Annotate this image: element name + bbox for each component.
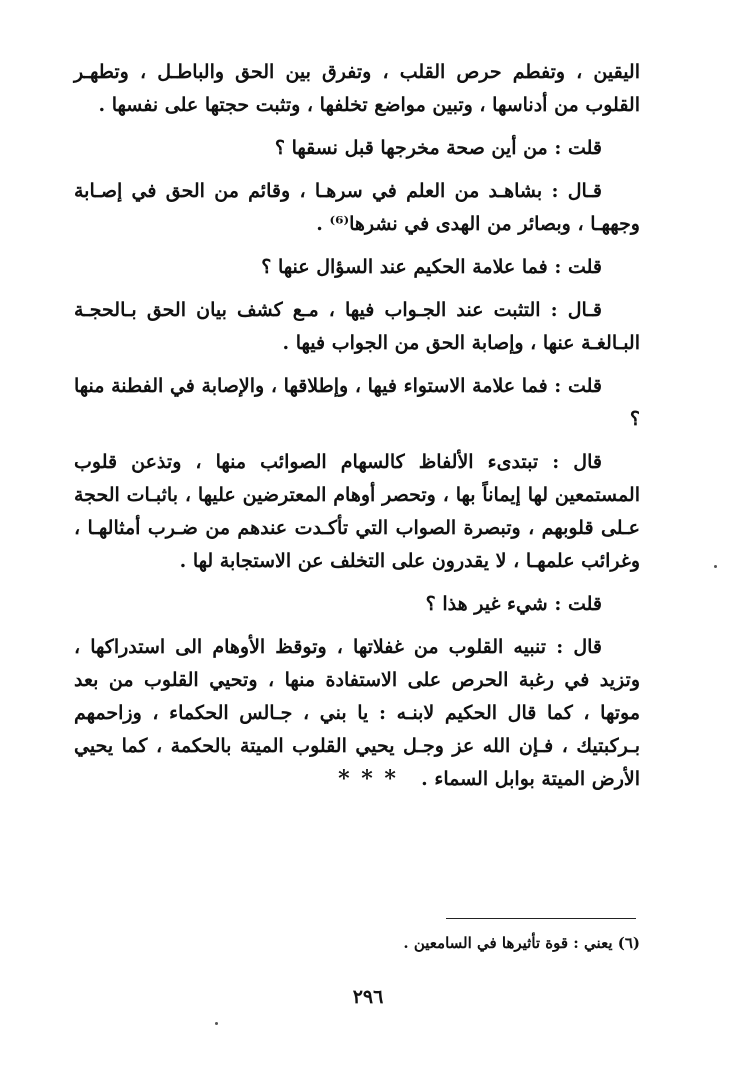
question-paragraph: قلت : فما علامة الحكيم عند السؤال عنها ؟ <box>261 256 602 278</box>
answer-paragraph: قال : تنبيه القلوب من غفلاتها ، وتوقظ الأوهام الى استدراكها ، وتزيد في رغبة الحرص على الاستفادة منها ، وتحيي القلوب من بعد موتها ، كما قال الحكيم لابنـه : يا بني ، جـالس الحكماء ، وزاحمهم بـركبتيك ، فـإن الله عز وجـل يحيي القلوب الميتة بالحكمة ، كما يحيي الأرض الميتة بوابل السماء . <box>74 636 640 790</box>
footnote-divider <box>446 918 636 919</box>
section-separator: * * * <box>338 766 398 792</box>
main-text-body <box>74 56 640 796</box>
answer-paragraph: قـال : بشاهـد من العلم في سرهـا ، وقائم من الحق في إصـابة وجههـا ، وبصائر من الهدى في نشرها⁽⁶⁾ . <box>74 180 640 235</box>
paragraph-continuation: اليقين ، وتفطم حرص القلب ، وتفرق بين الحق والباطـل ، وتطهـر القلوب من أدناسها ، وتبين مواضع تخلفها ، وتثبت حجتها على نفسها . <box>74 61 641 116</box>
question-paragraph: قلت : فما علامة الاستواء فيها ، وإطلاقها ، والإصابة في الفطنة منها ؟ <box>74 375 640 430</box>
scan-speck <box>714 565 717 568</box>
question-paragraph: قلت : شيء غير هذا ؟ <box>425 593 602 615</box>
footnote: (٦) يعني : قوة تأثيرها في السامعين . <box>403 934 640 952</box>
answer-paragraph: قال : تبتدىء الألفاظ كالسهام الصوائب منها ، وتذعن قلوب المستمعين لها إيماناً بها ، وتحصر أوهام المعترضين عليها ، باثبـات الحجة عـلى قلوبهم ، وتبصرة الصواب التي تأكـدت عندهم من ضـرب أمثالهـا ، وغرائب علمهـا ، لا يقدرون على التخلف عن الاستجابة لها . <box>74 451 640 572</box>
answer-paragraph: قـال : التثبت عند الجـواب فيها ، مـع كشف بيان الحق بـالحجـة البـالغـة عنها ، وإصابة الحق من الجواب فيها . <box>74 299 640 354</box>
page-number: ٢٩٦ <box>352 986 384 1008</box>
question-paragraph: قلت : من أين صحة مخرجها قبل نسقها ؟ <box>274 137 602 159</box>
scan-speck <box>215 1022 218 1025</box>
